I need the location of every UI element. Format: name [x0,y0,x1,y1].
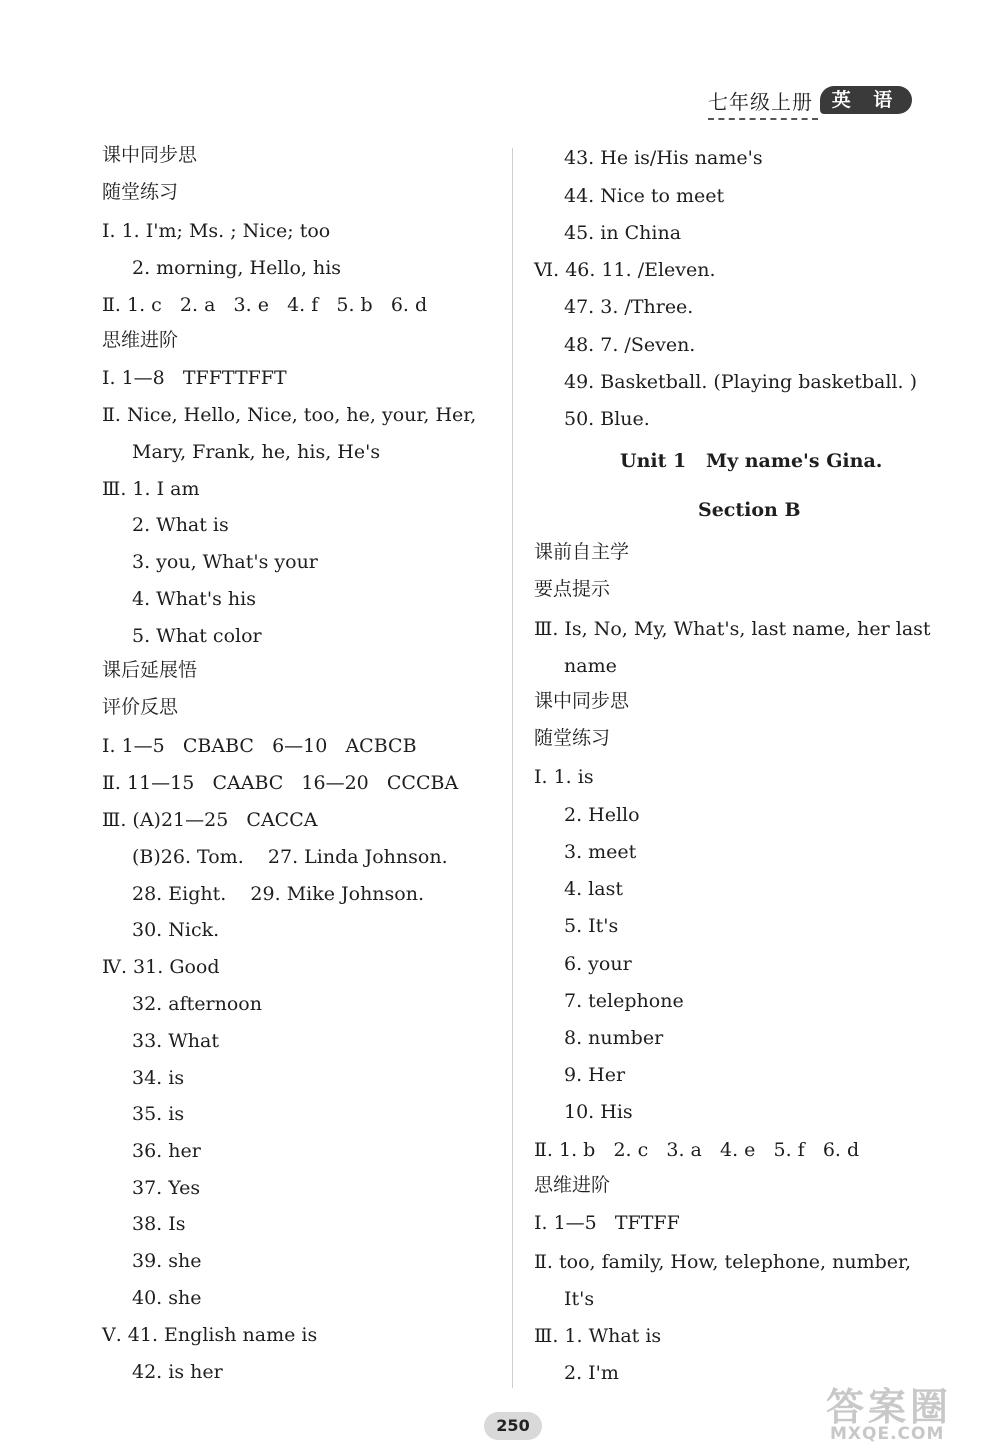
answer-line: 10. His [564,1101,633,1123]
answer-line: Ⅱ. too, family, How, telephone, number, [534,1251,912,1273]
answer-line: 48. 7. /Seven. [564,334,696,356]
subsection-heading: 随堂练习 [102,181,179,203]
answer-line: 5. What color [132,625,262,647]
answer-line: 36. her [132,1140,201,1162]
answer-line: 50. Blue. [564,408,650,430]
header-rule [708,118,818,120]
subsection-heading: 评价反思 [102,696,179,718]
answer-line: 47. 3. /Three. [564,296,694,318]
answer-line: 38. Is [132,1213,186,1235]
answer-line: It's [564,1288,595,1310]
section-heading: 课中同步思 [102,144,198,166]
answer-line: Ⅱ. Nice, Hello, Nice, too, he, your, Her, [102,404,477,426]
watermark-url: MXQE.COM [830,1424,945,1444]
answer-line: 9. Her [564,1064,626,1086]
answer-line: Ⅳ. 31. Good [102,956,220,978]
answer-line: Ⅰ. 1. I'm; Ms. ; Nice; too [102,220,331,242]
answer-line: 49. Basketball. (Playing basketball. ) [564,371,918,393]
answer-line: Ⅲ. Is, No, My, What's, last name, her last [534,618,931,640]
watermark [826,1376,996,1446]
answer-line: 33. What [132,1030,219,1052]
answer-line: Ⅰ. 1—5 CBABC 6—10 ACBCB [102,735,417,757]
subsection-heading: 随堂练习 [534,727,611,749]
answer-line: 3. you, What's your [132,551,318,573]
answer-line: 42. is her [132,1361,223,1383]
answer-line: name [564,655,617,677]
answer-line: 7. telephone [564,990,684,1012]
answer-line: Ⅴ. 41. English name is [102,1324,318,1346]
answer-line: 28. Eight. 29. Mike Johnson. [132,883,425,905]
answer-line: 45. in China [564,222,682,244]
page-number: 250 [484,1412,542,1440]
answer-line: 39. she [132,1250,202,1272]
answer-line: Ⅱ. 11—15 CAABC 16—20 CCCBA [102,772,459,794]
answer-line: Mary, Frank, he, his, He's [132,441,381,463]
answer-line: 37. Yes [132,1177,201,1199]
answer-line: 2. What is [132,514,229,536]
answer-line: Ⅲ. 1. What is [534,1325,662,1347]
answer-line: 4. What's his [132,588,256,610]
subsection-heading: 思维进阶 [102,329,179,351]
answer-line: 2. Hello [564,804,640,826]
column-divider [512,148,513,1388]
answer-line: 44. Nice to meet [564,185,725,207]
answer-line: 2. I'm [564,1362,619,1384]
answer-line: Ⅲ. 1. I am [102,478,200,500]
answer-line: 35. is [132,1103,185,1125]
answer-line: 5. It's [564,915,619,937]
answer-line: Ⅰ. 1—5 TFTFF [534,1212,680,1234]
grade-label: 七年级上册 [708,90,813,114]
section-heading: 课后延展悟 [102,659,198,681]
section-heading: 课前自主学 [534,541,630,563]
subject-badge: 英 语 [820,86,912,114]
answer-line: 2. morning, Hello, his [132,257,342,279]
answer-line: 43. He is/His name's [564,147,763,169]
answer-line: (B)26. Tom. 27. Linda Johnson. [132,846,448,868]
answer-line: Ⅰ. 1. is [534,766,594,788]
answer-line: 34. is [132,1067,185,1089]
answer-line: 8. number [564,1027,664,1049]
answer-line: 4. last [564,878,623,900]
answer-line: 40. she [132,1287,202,1309]
answer-line: 6. your [564,953,632,975]
answer-line: Ⅱ. 1. c 2. a 3. e 4. f 5. b 6. d [102,294,428,316]
answer-line: 3. meet [564,841,637,863]
answer-line: 32. afternoon [132,993,262,1015]
section-heading: 课中同步思 [534,690,630,712]
section-title: Section B [698,499,801,521]
answer-line: Ⅰ. 1—8 TFFTTFFT [102,367,287,389]
unit-title: Unit 1 My name's Gina. [620,450,883,472]
answer-line: 30. Nick. [132,919,220,941]
subsection-heading: 思维进阶 [534,1174,611,1196]
watermark-logo-text: 答案圈 [826,1385,953,1429]
answer-line: Ⅲ. (A)21—25 CACCA [102,809,318,831]
answer-line: Ⅵ. 46. 11. /Eleven. [534,259,716,281]
answer-line: Ⅱ. 1. b 2. c 3. a 4. e 5. f 6. d [534,1139,860,1161]
page-header [700,84,920,124]
subsection-heading: 要点提示 [534,578,611,600]
